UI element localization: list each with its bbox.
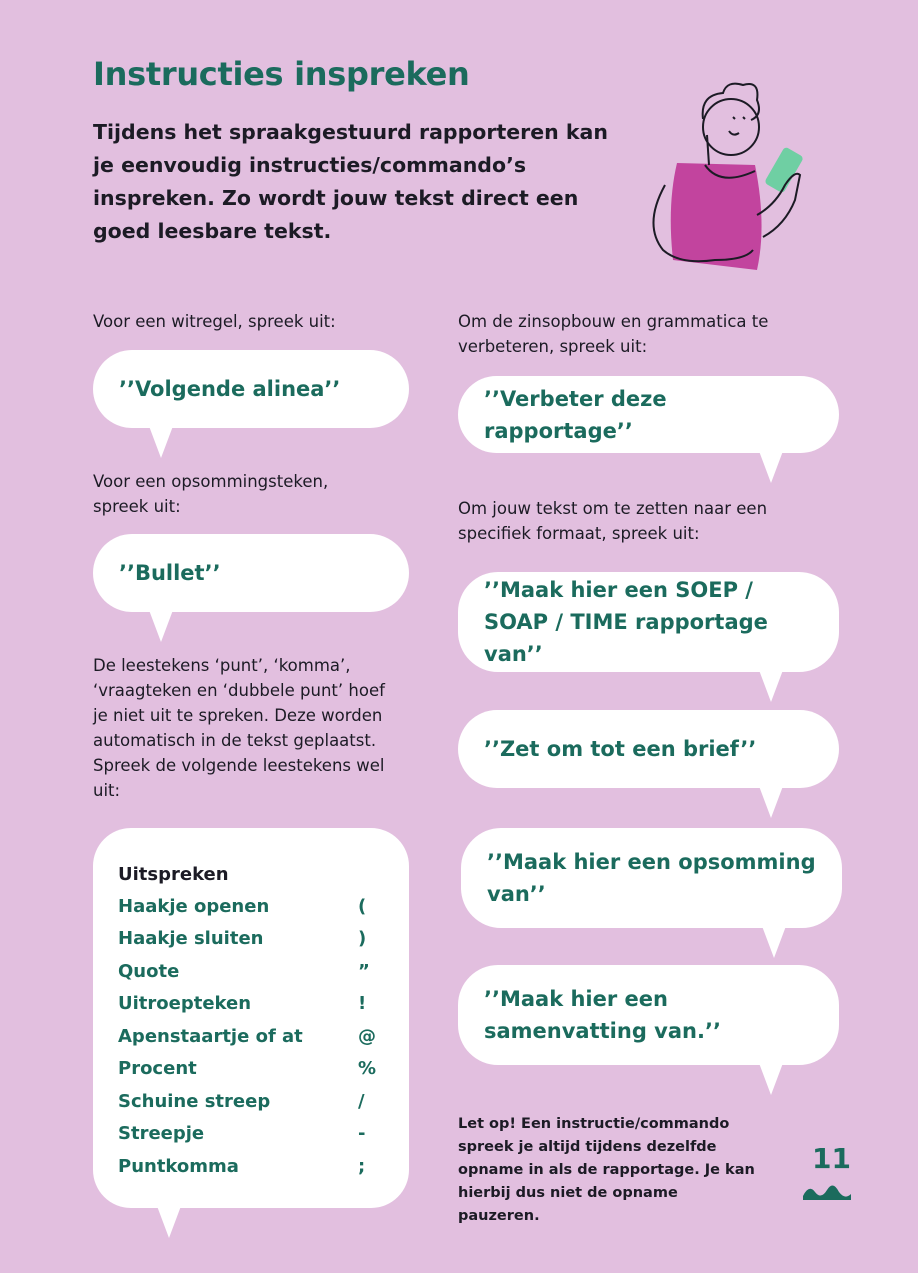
- samenvatting-command-bubble: ’’Maak hier een samenvatting van.’’: [458, 965, 839, 1065]
- page-title: Instructies inspreken: [93, 55, 470, 93]
- table-row: Uitroepteken !: [118, 993, 367, 1014]
- table-row: Haakje openen (: [118, 896, 367, 917]
- page-number: 11: [812, 1142, 851, 1175]
- table-row: Puntkomma ;: [118, 1156, 366, 1177]
- leestekens-text: De leestekens ‘punt’, ‘komma’, ‘vraagteken en ‘dubbele punt’ hoef je niet uit te spreken. Deze worden automatisch in de tekst geplaatst. Spreek de volgende leestekens wel uit:: [93, 656, 385, 800]
- table-row: Quote ”: [118, 961, 370, 982]
- grammatica-command-bubble: ’’Verbeter deze rapportage’’: [458, 376, 839, 453]
- witregel-command-bubble: ’’Volgende alinea’’: [93, 350, 409, 428]
- table-row: Streepje -: [118, 1123, 366, 1144]
- table-row: Apenstaartje of at @: [118, 1026, 376, 1047]
- table-header: Uitspreken: [118, 864, 229, 885]
- opsomming-command-bubble: ’’Maak hier een opsomming van’’: [461, 828, 842, 928]
- table-row: Schuine streep /: [118, 1091, 365, 1112]
- note-text: Let op! Een instructie/commando spreek je altijd tijdens dezelfde opname in als de rapportage. Je kan hierbij dus niet de opname pauzeren.: [458, 1116, 755, 1224]
- table-row: Procent %: [118, 1058, 377, 1079]
- punctuation-table: [93, 828, 409, 1208]
- witregel-label: Voor een witregel, spreek uit:: [93, 312, 336, 331]
- bullet-command-bubble: ’’Bullet’’: [93, 534, 409, 612]
- brief-command-bubble: ’’Zet om tot een brief’’: [458, 710, 839, 788]
- grammatica-label: Om de zinsopbouw en grammatica te verbeteren, spreek uit:: [458, 312, 769, 356]
- person-phone-illustration: [645, 75, 820, 275]
- wave-logo-icon: [803, 1182, 851, 1200]
- bullet-label: Voor een opsommingsteken, spreek uit:: [93, 472, 329, 516]
- soep-command-bubble: ’’Maak hier een SOEP / SOAP / TIME rapportage van’’: [458, 572, 839, 672]
- table-row: Haakje sluiten ): [118, 928, 367, 949]
- intro-text: Tijdens het spraakgestuurd rapporteren kan je eenvoudig instructies/commando’s inspreken. Zo wordt jouw tekst direct een goed leesbare tekst.: [93, 120, 608, 243]
- formaat-label: Om jouw tekst om te zetten naar een specifiek formaat, spreek uit:: [458, 499, 768, 543]
